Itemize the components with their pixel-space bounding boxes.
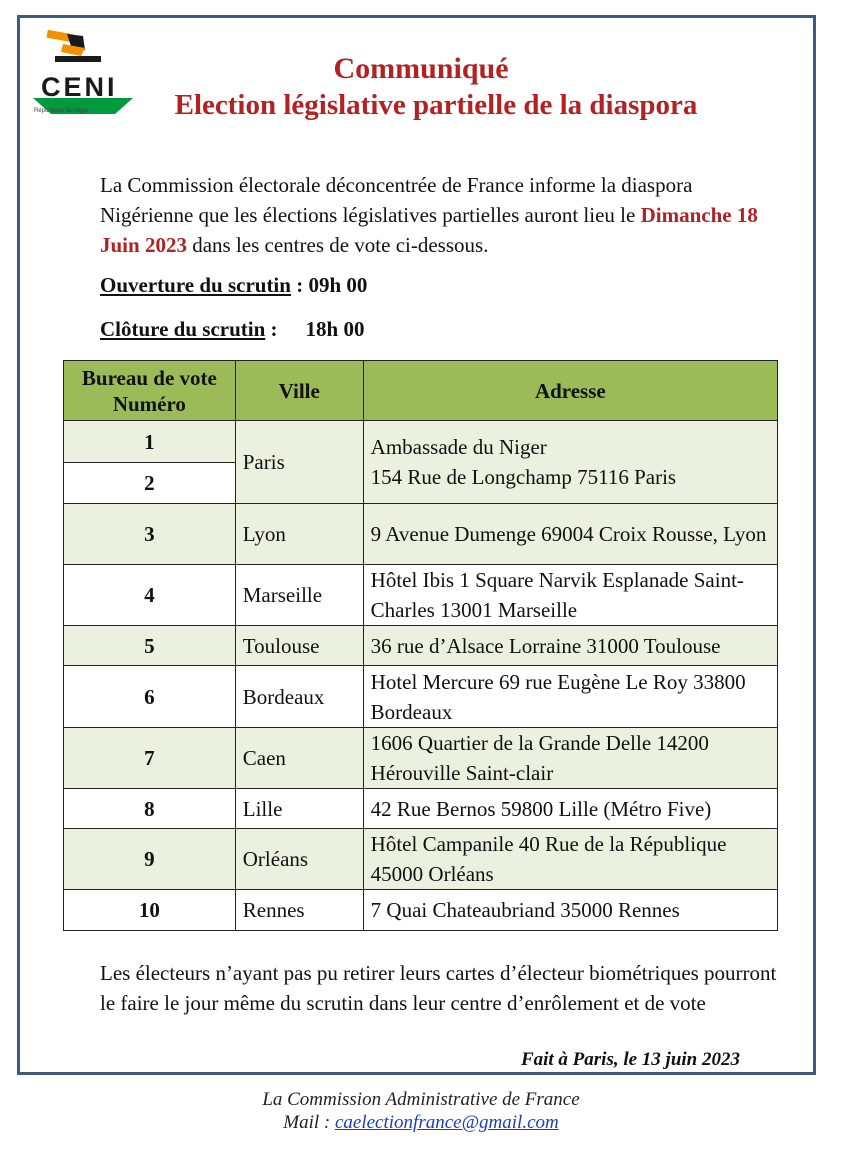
table-row bbox=[64, 504, 778, 565]
polling-stations-table bbox=[63, 360, 778, 931]
header-bureau: Bureau de vote Numéro bbox=[64, 361, 236, 421]
header-ville: Ville bbox=[235, 361, 363, 421]
city-cell: Orléans bbox=[235, 829, 363, 890]
address-cell: 7 Quai Chateaubriand 35000 Rennes bbox=[363, 890, 777, 931]
opening-sep: : bbox=[290, 273, 309, 297]
closing-time bbox=[100, 317, 364, 342]
bureau-number: 4 bbox=[64, 565, 236, 626]
table-row bbox=[64, 565, 778, 626]
table-row bbox=[64, 728, 778, 789]
city-cell: Marseille bbox=[235, 565, 363, 626]
city-cell: Caen bbox=[235, 728, 363, 789]
address-cell: Hôtel Campanile 40 Rue de la République 45000 Orléans bbox=[363, 829, 777, 890]
footer-org: La Commission Administrative de France bbox=[262, 1089, 580, 1110]
table-row bbox=[64, 890, 778, 931]
table-row bbox=[64, 666, 778, 728]
table-header-row bbox=[64, 361, 778, 421]
closing-label: Clôture du scrutin bbox=[100, 317, 266, 341]
opening-value: 09h 00 bbox=[308, 273, 368, 297]
footer-mail bbox=[0, 1112, 842, 1134]
address-cell: Ambassade du Niger 154 Rue de Longchamp 75116 Paris bbox=[363, 421, 777, 504]
address-cell: 1606 Quartier de la Grande Delle 14200 Hérouville Saint-clair bbox=[363, 728, 777, 789]
mail-label: Mail : bbox=[283, 1112, 335, 1133]
address-cell: 42 Rue Bernos 59800 Lille (Métro Five) bbox=[363, 789, 777, 829]
voter-card-note: Les électeurs n’ayant pas pu retirer leurs cartes d’électeur biométriques pourront le faire le jour même du scrutin dans leur centre d’enrôlement et de vote bbox=[100, 961, 777, 1015]
address-cell: 9 Avenue Dumenge 69004 Croix Rousse, Lyon bbox=[363, 504, 777, 565]
intro-paragraph bbox=[100, 170, 790, 260]
page-title: Communiqué bbox=[333, 52, 509, 85]
table-row bbox=[64, 789, 778, 829]
city-cell: Lille bbox=[235, 789, 363, 829]
bureau-number: 5 bbox=[64, 626, 236, 666]
bureau-number: 9 bbox=[64, 829, 236, 890]
logo-subtext: République du Niger bbox=[34, 108, 89, 114]
city-cell: Bordeaux bbox=[235, 666, 363, 728]
bureau-number: 1 bbox=[64, 421, 236, 463]
closing-value: 18h 00 bbox=[305, 317, 365, 341]
opening-time bbox=[100, 273, 367, 298]
closing-sep: : bbox=[265, 317, 278, 341]
bureau-number: 2 bbox=[64, 463, 236, 504]
table-row bbox=[64, 626, 778, 666]
bureau-number: 6 bbox=[64, 666, 236, 728]
opening-label: Ouverture du scrutin bbox=[100, 273, 291, 297]
city-cell: Toulouse bbox=[235, 626, 363, 666]
bureau-number: 8 bbox=[64, 789, 236, 829]
page-subtitle: Election législative partielle de la diaspora bbox=[174, 89, 698, 121]
city-cell: Lyon bbox=[235, 504, 363, 565]
city-cell: Paris bbox=[235, 421, 363, 504]
intro-text-2: dans les centres de vote ci-dessous. bbox=[186, 233, 489, 257]
address-cell: 36 rue d’Alsace Lorraine 31000 Toulouse bbox=[363, 626, 777, 666]
email-link[interactable]: caelectionfrance@gmail.com bbox=[334, 1112, 559, 1133]
bureau-number: 10 bbox=[64, 890, 236, 931]
signature-line: Fait à Paris, le 13 juin 2023 bbox=[520, 1049, 740, 1070]
address-cell: Hôtel Ibis 1 Square Narvik Esplanade Saint-Charles 13001 Marseille bbox=[363, 565, 777, 626]
header-adresse: Adresse bbox=[363, 361, 777, 421]
logo-text: CENI bbox=[41, 72, 118, 102]
address-cell: Hotel Mercure 69 rue Eugène Le Roy 33800 Bordeaux bbox=[363, 666, 777, 728]
bureau-number: 7 bbox=[64, 728, 236, 789]
election-date: Dimanche 18 Juin 2023 bbox=[100, 203, 758, 257]
table-row bbox=[64, 829, 778, 890]
bureau-number: 3 bbox=[64, 504, 236, 565]
table-row bbox=[64, 421, 778, 463]
city-cell: Rennes bbox=[235, 890, 363, 931]
intro-text-1: La Commission électorale déconcentrée de France informe la diaspora Nigérienne que les élections législatives partielles auront lieu le bbox=[100, 173, 693, 227]
